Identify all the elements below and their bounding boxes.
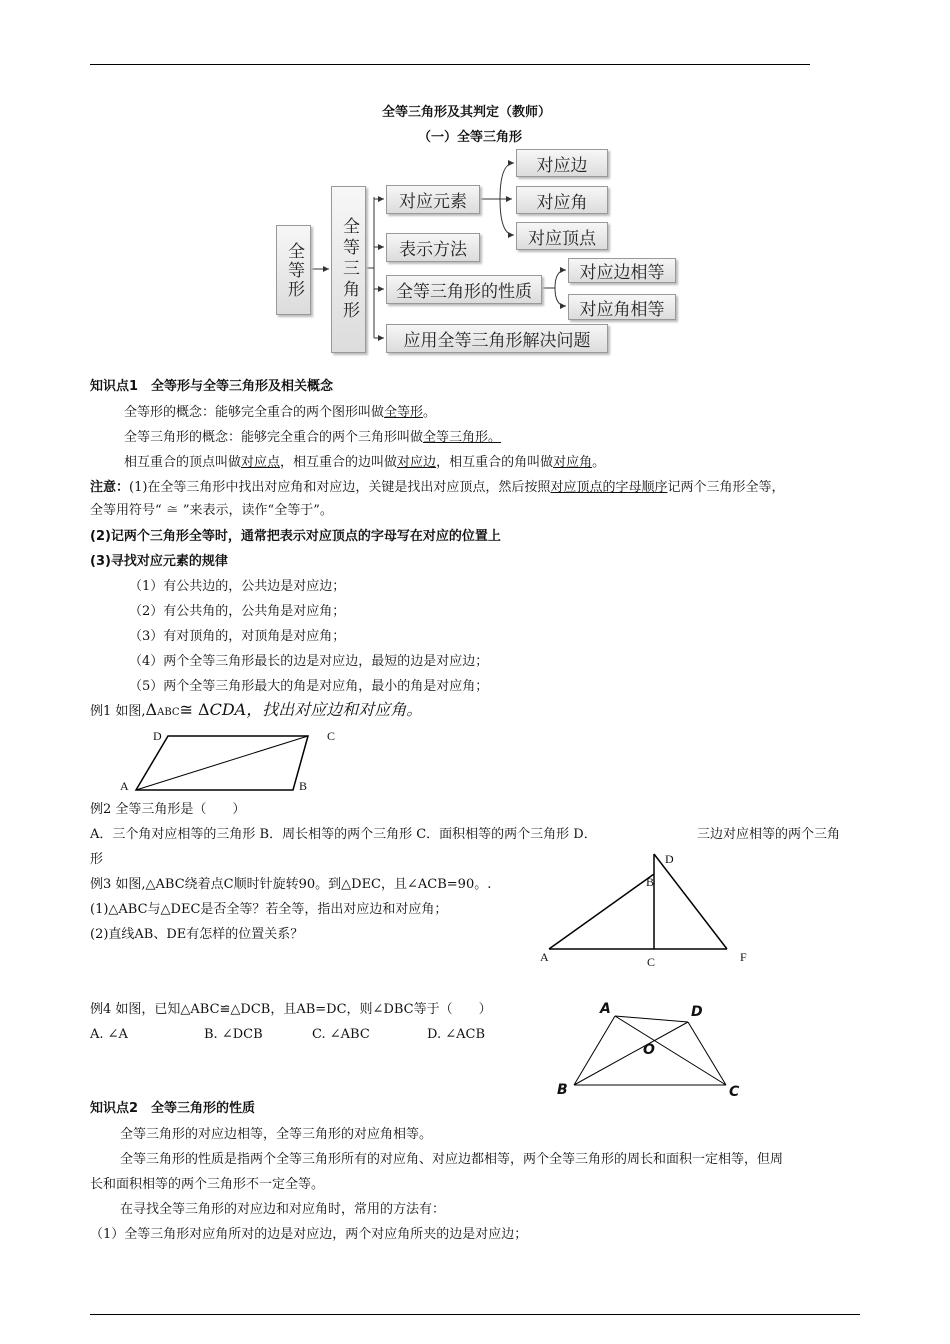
- element-angle: 对应角: [516, 186, 608, 214]
- text: 记两个三角形全等，: [667, 480, 785, 495]
- ex1-label-A: A: [120, 779, 129, 793]
- ex4-label-B: B: [557, 1082, 568, 1098]
- k2-p1: 全等三角形的对应边相等，全等三角形的对应角相等。: [120, 1127, 433, 1142]
- text: 例1 如图,: [90, 704, 146, 719]
- term-angle: 对应角: [553, 455, 593, 470]
- ex2-option-d: 三边对应相等的两个三角: [697, 827, 841, 842]
- rule-1: （1）有公共边的，公共边是对应边；: [129, 579, 346, 594]
- ex1-label-B: B: [299, 779, 308, 793]
- note-label: 注意：: [90, 480, 130, 495]
- text: ABC: [157, 707, 180, 718]
- term-order: 对应顶点的字母顺序: [550, 480, 668, 495]
- ex1-label-C: C: [327, 729, 336, 743]
- ex3-label-A: A: [540, 950, 549, 964]
- ex1-label-D: D: [153, 729, 162, 743]
- k2-p3: 在寻找全等三角形的对应边和对应角时，常用的方法有：: [120, 1202, 446, 1217]
- text: ，相互重合的角叫做: [436, 455, 554, 470]
- note-3: (3)寻找对应元素的规律: [90, 554, 228, 569]
- section-title: （一）全等三角形: [418, 130, 523, 145]
- note-line2: 全等用符号“ ≅ ”来表示，读作“全等于”。: [90, 503, 333, 518]
- ex4-option-b: B. ∠DCB: [204, 1027, 263, 1042]
- element-side: 对应边: [516, 149, 608, 177]
- k1-heading: 知识点1 全等形与全等三角形及相关概念: [90, 379, 334, 394]
- branch-properties: 全等三角形的性质: [386, 275, 542, 304]
- text: 相互重合的顶点叫做: [124, 455, 242, 470]
- text: ，相互重合的边叫做: [280, 455, 398, 470]
- term-congruent-figure: 全等形: [384, 405, 424, 420]
- ex3-question: 例3 如图,△ABC绕着点C顺时针旋转90。到△DEC，且∠ACB=90。.: [90, 877, 492, 892]
- branch-notation: 表示方法: [386, 233, 480, 262]
- ex2-options: A．三个角对应相等的三角形 B．周长相等的两个三角形 C．面积相等的两个三角形 D．: [90, 827, 597, 842]
- ex2-option-d-cont: 形: [90, 852, 104, 867]
- text: ≅ Δ: [179, 700, 210, 719]
- ex3-q1: (1)△ABC与△DEC是否全等？若全等，指出对应边和对应角；: [90, 902, 448, 917]
- ex4-option-c: C. ∠ABC: [312, 1027, 370, 1042]
- property-sides: 对应边相等: [568, 258, 676, 283]
- mindmap-root-label: 全等形: [284, 241, 304, 299]
- term-congruent-triangle: 全等三角形。: [423, 430, 502, 445]
- ex4-label-A: A: [600, 1001, 611, 1017]
- ex4-label-C: C: [729, 1084, 740, 1100]
- text: 全等三角形的概念：能够完全重合的两个三角形叫做: [124, 430, 424, 445]
- note-2: (2)记两个三角形全等时，通常把表示对应顶点的字母写在对应的位置上: [90, 529, 501, 544]
- ex4-option-d: D. ∠ACB: [427, 1027, 486, 1042]
- k2-p2a: 全等三角形的性质是指两个全等三角形所有的对应角、对应边都相等，两个全等三角形的周长和面积一定相等，但周: [120, 1152, 784, 1167]
- rule-4: （4）两个全等三角形最长的边是对应边，最短的边是对应边；: [129, 654, 489, 669]
- text: ，找出对应边和对应角。: [246, 700, 423, 719]
- ex3-label-F: F: [740, 950, 747, 964]
- text: 。: [423, 405, 437, 420]
- k2-p4: （1）全等三角形对应角所对的边是对应边，两个对应角所夹的边是对应边；: [90, 1227, 528, 1242]
- ex4-option-a: A. ∠A: [90, 1027, 128, 1042]
- page-title: 全等三角形及其判定（教师）: [382, 105, 552, 120]
- term-vertex: 对应点: [241, 455, 281, 470]
- text: 。: [592, 455, 606, 470]
- ex3-label-C: C: [647, 955, 656, 969]
- ex4-label-D: D: [691, 1004, 703, 1020]
- branch-application: 应用全等三角形解决问题: [386, 324, 608, 353]
- branch-elements: 对应元素: [386, 185, 480, 214]
- ex4-question: 例4 如图，已知△ABC≌△DCB，且AB=DC，则∠DBC等于（ ）: [90, 1002, 492, 1017]
- ex4-label-O: O: [643, 1042, 655, 1058]
- rule-3: （3）有对顶角的，对顶角是对应角；: [129, 629, 346, 644]
- term-side: 对应边: [397, 455, 437, 470]
- ex3-label-B: B: [646, 875, 655, 889]
- k2-p2b: 长和面积相等的两个三角形不一定全等。: [90, 1177, 325, 1192]
- rule-5: （5）两个全等三角形最大的角是对应角，最小的角是对应角；: [129, 679, 489, 694]
- mindmap-center-label: 全等三角形: [339, 217, 359, 322]
- element-vertex: 对应顶点: [516, 222, 608, 250]
- rule-2: （2）有公共角的，公共角是对应角；: [129, 604, 346, 619]
- property-angles: 对应角相等: [568, 294, 676, 320]
- ex3-q2: (2)直线AB、DE有怎样的位置关系？: [90, 927, 304, 942]
- k2-heading: 知识点2 全等三角形的性质: [90, 1101, 256, 1116]
- text: CDA: [209, 700, 247, 719]
- text: 全等形的概念：能够完全重合的两个图形叫做: [124, 405, 385, 420]
- text: (1)在全等三角形中找出对应角和对应边，关键是找出对应顶点，然后按照: [129, 480, 551, 495]
- ex2-question: 例2 全等三角形是（ ）: [90, 802, 246, 817]
- ex3-label-D: D: [665, 852, 674, 866]
- delta: Δ: [145, 700, 158, 719]
